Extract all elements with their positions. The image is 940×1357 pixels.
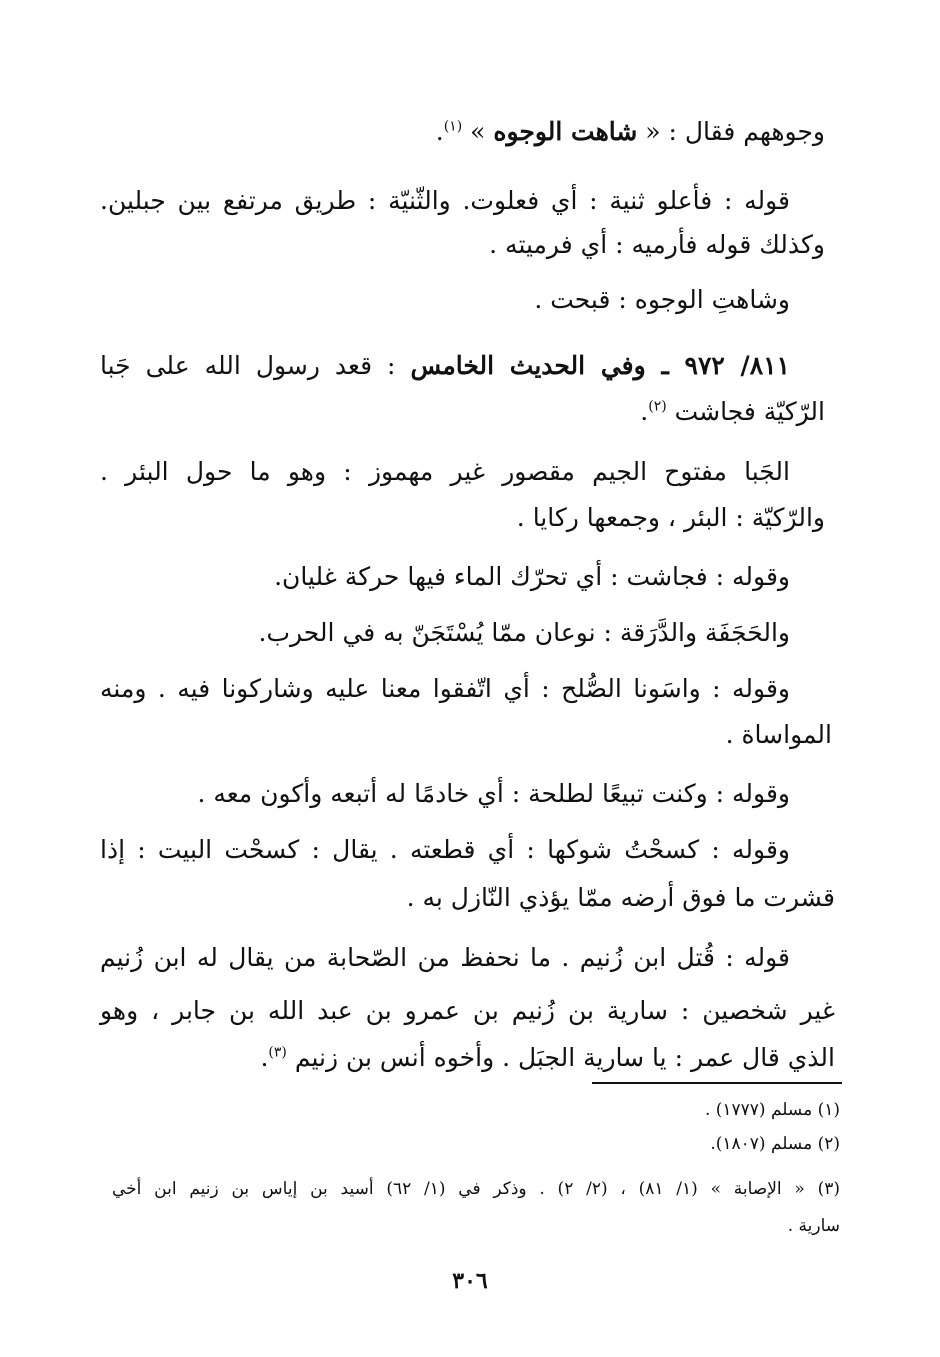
body-line <box>100 935 790 981</box>
line-text: . <box>640 397 649 426</box>
footnote-separator <box>592 1082 842 1084</box>
line-text: . <box>435 117 444 146</box>
line-text: وكذلك قوله فأرميه : أي فرميته . <box>489 230 825 259</box>
body-line <box>100 610 790 656</box>
body-line <box>100 178 790 224</box>
body-line <box>90 222 825 268</box>
line-text: : قعد رسول الله على جَبا <box>100 351 411 380</box>
body-line <box>100 988 835 1034</box>
body-line <box>100 554 790 600</box>
page-number: ٣٠٦ <box>452 1268 488 1294</box>
body-line <box>97 712 832 758</box>
footnote-ref[interactable]: (١) <box>443 118 463 135</box>
body-line <box>100 666 790 712</box>
line-text: المواساة . <box>725 720 832 749</box>
body-line <box>90 495 825 541</box>
line-text: وشاهتِ الوجوه : قبحت . <box>534 285 790 314</box>
footnote-ref[interactable]: (٣) <box>268 1044 287 1061</box>
line-text: وقوله : واسَونا الصُّلح : أي اتّفقوا معنا عليه وشاركونا فيه . ومنه <box>100 674 790 703</box>
line-text: وقوله : فجاشت : أي تحرّك الماء فيها حركة غليان. <box>274 562 790 591</box>
line-text: » <box>462 117 494 146</box>
body-line <box>90 109 825 155</box>
line-text: والرّكيّة : البئر ، وجمعها ركايا . <box>516 503 825 532</box>
body-line <box>100 277 790 323</box>
hadith-heading: ٨١١/ ٩٧٢ ـ وفي الحديث الخامس <box>410 351 790 380</box>
line-text: الرّكيّة فجاشت <box>666 397 825 426</box>
body-line <box>100 771 790 817</box>
line-text: غير شخصين : سارية بن زُنيم بن عمرو بن عبد الله بن جابر ، وهو <box>100 996 835 1025</box>
quoted-phrase: شاهت الوجوه <box>493 117 638 146</box>
footnote-ref[interactable]: (٢) <box>648 398 667 415</box>
line-text: قوله : فأعلو ثنية : أي فعلوت. والثّنيّة : طريق مرتفع بين جبلين. <box>100 186 790 215</box>
line-text: والحَجَفَة والدَّرَقة : نوعان ممّا يُسْتَجَنّ به في الحرب. <box>258 618 790 647</box>
footnote-2: (٢) مسلم (١٨٠٧). <box>710 1134 840 1154</box>
body-line <box>100 1035 835 1081</box>
footnote-1: (١) مسلم (١٧٧٧) . <box>704 1100 840 1120</box>
body-line <box>100 343 790 389</box>
line-text: وقوله : كسحْتُ شوكها : أي قطعته . يقال : كسحْت البيت : إذا <box>100 835 790 864</box>
body-line <box>100 875 835 921</box>
line-text: . <box>260 1043 269 1072</box>
body-line <box>100 827 790 873</box>
line-text: وجوههم فقال : « <box>637 117 825 146</box>
line-text: الذي قال عمر : يا سارية الجبَل . وأخوه أنس بن زنيم <box>286 1043 835 1072</box>
line-text: قشرت ما فوق أرضه ممّا يؤذي النّازل به . <box>406 883 835 912</box>
body-line <box>100 449 790 495</box>
line-text: الجَبا مفتوح الجيم مقصور غير مهموز : وهو ما حول البئر . <box>100 457 790 486</box>
footnote-3: (٣) « الإصابة » (١/ ٨١) ، (٢/ ٢) . وذكر في (١/ ٦٢) أسيد بن إياس بن زنيم ابن أخي <box>112 1179 840 1199</box>
line-text: قوله : قُتل ابن زُنيم . ما نحفظ من الصّحابة من يقال له ابن زُنيم <box>100 943 790 972</box>
body-line <box>90 389 825 435</box>
footnote-3-continued: سارية . <box>787 1216 840 1236</box>
line-text: وقوله : وكنت تبيعًا لطلحة : أي خادمًا له أتبعه وأكون معه . <box>197 779 790 808</box>
